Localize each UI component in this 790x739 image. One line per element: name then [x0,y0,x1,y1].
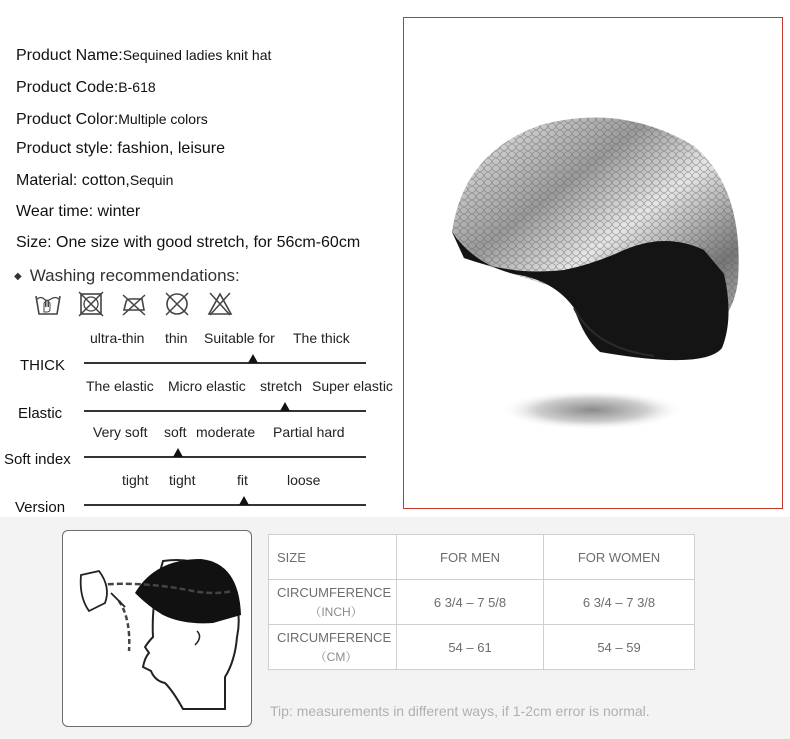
row-label: CIRCUMFERENCE [277,584,392,600]
scale-marker [248,354,258,363]
scale-option: soft [164,424,187,440]
scale-option: ultra-thin [90,330,145,346]
scale-option: Partial hard [273,424,345,440]
washing-title-text: Washing recommendations: [29,266,240,285]
scale-marker [280,402,290,411]
scale-soft-index [0,424,400,470]
size-table [268,534,695,670]
washing-title [14,266,240,286]
scale-option: Micro elastic [168,378,246,394]
wear-time-value: winter [97,203,141,220]
table-cell: 54 – 61 [397,625,544,670]
no-iron-icon [120,290,148,318]
table-header-cell: SIZE [269,535,397,580]
table-cell: 6 3/4 – 7 5/8 [397,580,544,625]
scale-option: stretch [260,378,303,394]
product-style-value: fashion, leisure [117,140,225,157]
wear-time-label: Wear time: [16,203,98,220]
material-line [16,172,173,190]
product-name-label: Product Name: [16,47,123,64]
scale-option: thin [165,330,188,346]
scale-marker [173,448,183,457]
head-measure-icon [63,531,250,725]
scale-version [0,472,400,518]
head-measurement-illustration [62,530,252,727]
scale-option: The elastic [86,378,154,394]
table-row [269,580,695,625]
scale-label: Version [15,499,66,516]
product-color-label: Product Color: [16,111,119,128]
table-cell-label [269,625,397,670]
scale-option: The thick [293,330,350,346]
size-chart-section [0,517,790,739]
bullet-icon: ◆ [14,271,22,282]
scale-option: Very soft [93,424,148,440]
scale-option: loose [287,472,321,488]
size-line [16,234,360,252]
product-color-value: Multiple colors [118,111,208,127]
scale-option: tight [169,472,196,488]
table-cell: 54 – 59 [544,625,695,670]
table-header-cell: FOR MEN [397,535,544,580]
table-cell-label [269,580,397,625]
product-style-line [16,140,225,158]
no-wring-icon [206,290,234,318]
scale-option: tight [122,472,149,488]
sequin-hat-image [404,18,781,507]
hand-wash-icon [34,290,62,318]
scale-line [84,456,366,458]
product-image-frame [403,17,783,509]
scale-label: THICK [20,357,65,374]
size-value: One size with good stretch, for 56cm-60cm [56,234,361,251]
scale-option: Suitable for [204,330,275,346]
scale-label: Elastic [18,405,63,422]
product-code-line [16,79,156,97]
scale-marker [239,496,249,505]
table-row [269,625,695,670]
scale-option: Super elastic [312,378,393,394]
no-dry-clean-icon [163,290,191,318]
product-color-line [16,111,208,129]
measurement-tip: Tip: measurements in different ways, if 1-2cm error is normal. [270,703,650,719]
product-name-line [16,47,271,65]
row-unit: （INCH） [309,604,363,619]
scale-line [84,504,366,506]
scale-option: fit [237,472,248,488]
wear-time-line [16,203,140,221]
washing-icons [34,290,234,318]
table-cell: 6 3/4 – 7 3/8 [544,580,695,625]
scale-line [84,362,366,364]
product-code-value: B-618 [118,79,156,95]
material-label: Material: cotton, [16,172,130,189]
table-header-row [269,535,695,580]
table-header-cell: FOR WOMEN [544,535,695,580]
scale-option: moderate [196,424,256,440]
row-label: CIRCUMFERENCE [277,629,392,645]
scale-elastic [0,378,400,424]
product-code-label: Product Code: [16,79,119,96]
product-style-label: Product style: [16,140,118,157]
scale-thick [0,330,400,376]
no-bleach-icon [77,290,105,318]
material-value: Sequin [129,172,174,188]
row-unit: （CM） [314,649,358,664]
scale-label: Soft index [4,451,71,468]
scale-line [84,410,366,412]
size-label: Size: [16,234,57,251]
product-name-value: Sequined ladies knit hat [122,47,272,63]
